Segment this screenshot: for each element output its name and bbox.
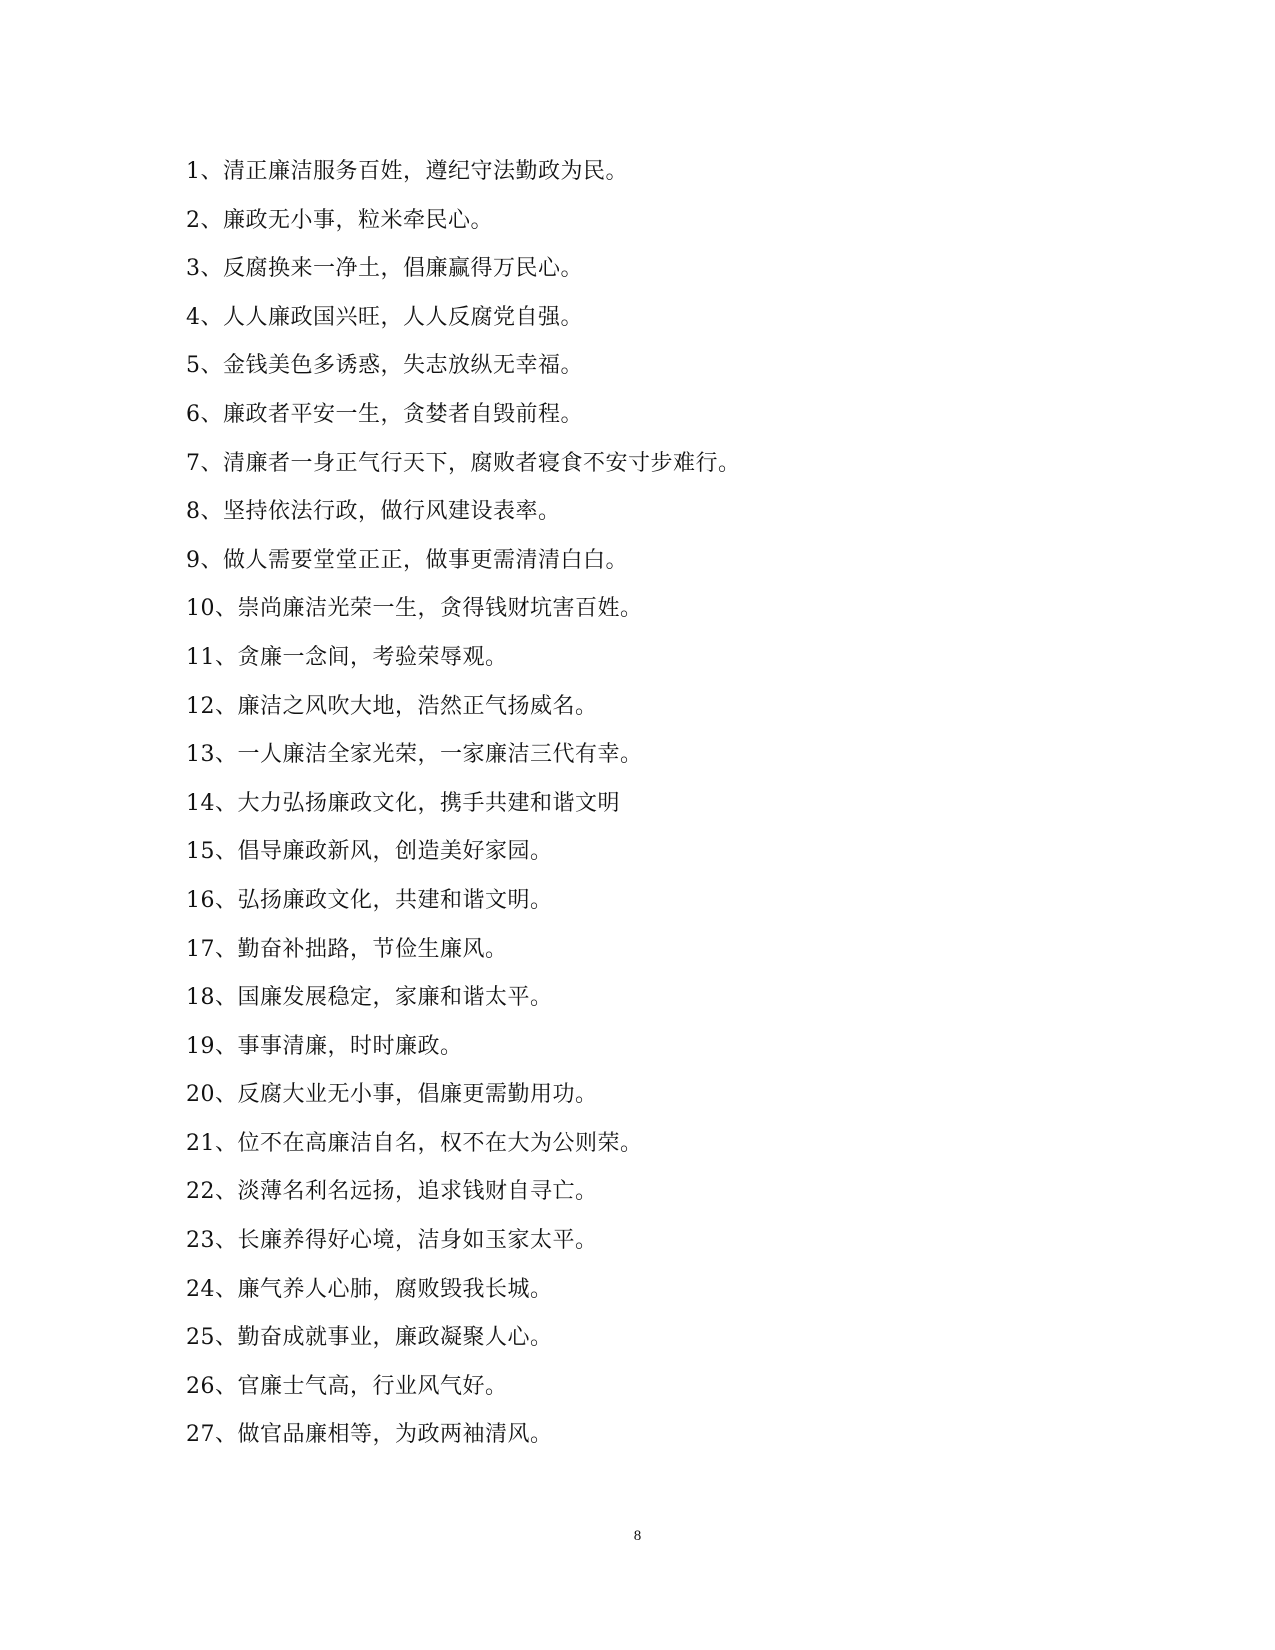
slogan-item: 1、清正廉洁服务百姓，遵纪守法勤政为民。 (186, 159, 628, 184)
slogan-item: 20、反腐大业无小事，倡廉更需勤用功。 (186, 1082, 598, 1108)
slogan-item: 27、做官品廉相等，为政两袖清风。 (186, 1422, 553, 1448)
slogan-item: 8、坚持依法行政，做行风建设表率。 (186, 499, 561, 525)
slogan-item: 9、做人需要堂堂正正，做事更需清清白白。 (186, 547, 628, 573)
slogan-item: 14、大力弘扬廉政文化，携手共建和谐文明 (186, 790, 620, 816)
slogan-item: 18、国廉发展稳定，家廉和谐太平。 (186, 985, 553, 1011)
slogan-list (186, 152, 1086, 1464)
slogan-item: 13、一人廉洁全家光荣，一家廉洁三代有幸。 (186, 742, 643, 768)
slogan-item: 26、官廉士气高，行业风气好。 (186, 1373, 508, 1399)
slogan-item: 7、清廉者一身正气行天下，腐败者寝食不安寸步难行。 (186, 450, 741, 476)
page-number: 8 (633, 1528, 642, 1544)
slogan-item: 6、廉政者平安一生，贪婪者自毁前程。 (186, 401, 583, 427)
slogan-item: 24、廉气养人心肺，腐败毁我长城。 (186, 1276, 553, 1302)
slogan-item: 23、长廉养得好心境，洁身如玉家太平。 (186, 1228, 598, 1254)
slogan-item: 17、勤奋补拙路，节俭生廉风。 (186, 936, 508, 962)
slogan-item: 25、勤奋成就事业，廉政凝聚人心。 (186, 1325, 553, 1351)
slogan-item: 5、金钱美色多诱惑，失志放纵无幸福。 (186, 353, 583, 379)
slogan-item: 10、崇尚廉洁光荣一生，贪得钱财坑害百姓。 (186, 596, 643, 622)
slogan-item: 22、淡薄名利名远扬，追求钱财自寻亡。 (186, 1179, 598, 1205)
slogan-item: 12、廉洁之风吹大地，浩然正气扬威名。 (186, 693, 598, 719)
slogan-item: 19、事事清廉，时时廉政。 (186, 1033, 463, 1059)
slogan-item: 15、倡导廉政新风，创造美好家园。 (186, 839, 553, 865)
slogan-item: 4、人人廉政国兴旺，人人反腐党自强。 (186, 304, 583, 330)
slogan-item: 16、弘扬廉政文化，共建和谐文明。 (186, 887, 553, 913)
slogan-item: 21、位不在高廉洁自名，权不在大为公则荣。 (186, 1130, 643, 1156)
slogan-item: 3、反腐换来一净土，倡廉赢得万民心。 (186, 256, 583, 282)
slogan-item: 11、贪廉一念间，考验荣辱观。 (186, 644, 508, 670)
slogan-item: 2、廉政无小事，粒米牵民心。 (186, 207, 493, 233)
